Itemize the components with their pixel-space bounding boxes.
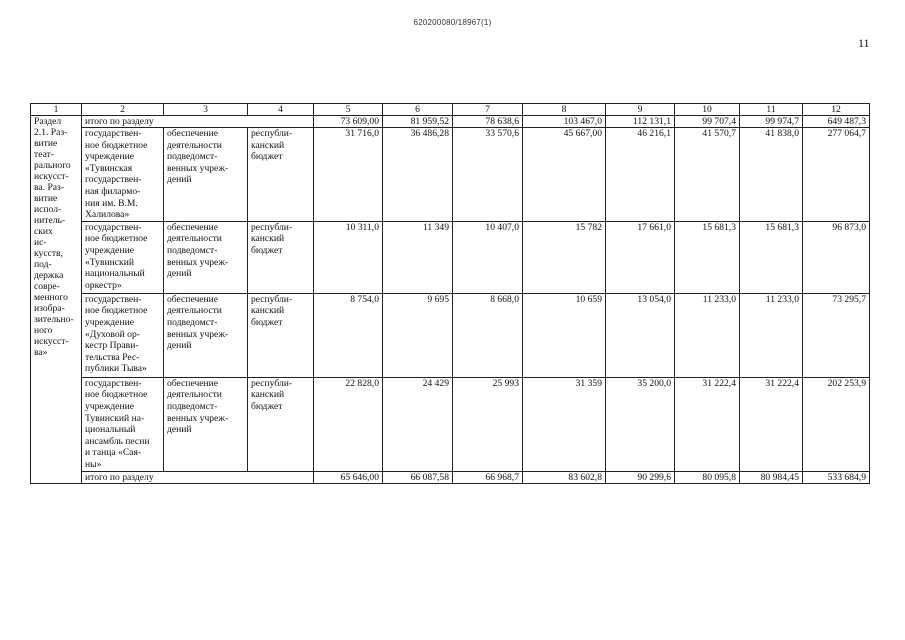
text-line: бюджет [251,400,283,412]
purpose-cell [164,128,248,222]
text-line: обеспечение [167,293,219,305]
institution-cell [82,128,164,222]
text-line: оркестр» [85,279,122,291]
total-value: 81 959,52 [383,116,453,128]
text-line: республи- [251,377,293,389]
value-cell: 22 828,0 [314,377,383,471]
text-line: обеспечение [167,128,219,139]
text-line: государствен- [85,128,142,139]
text-line: нитель- [34,215,66,226]
value-cell: 31 222,4 [740,377,803,471]
value-cell: 10 311,0 [314,221,383,293]
text-line: национальный [85,268,145,280]
text-line: государствен- [85,293,142,305]
institution-cell [82,221,164,293]
value-cell: 41 570,7 [675,128,740,222]
institution-cell [82,377,164,471]
text-line: подведомст- [167,316,218,328]
total-value: 99 974,7 [740,116,803,128]
purpose-cell [164,221,248,293]
text-line: ная филармо- [85,185,141,197]
text-line: канский [251,389,285,401]
total-value: 80 095,8 [675,471,740,483]
text-line: ное бюджетное [85,305,148,317]
text-line: ное бюджетное [85,139,148,151]
value-cell: 46 216,1 [606,128,675,222]
table-row [31,377,870,471]
text-line: венных учреж- [167,412,229,424]
text-line: подведомст- [167,244,218,256]
text-line: республи- [251,221,293,233]
value-cell: 24 429 [383,377,453,471]
total-value: 90 299,6 [606,471,675,483]
value-cell: 31 359 [523,377,606,471]
text-line: деятельности [167,389,222,401]
text-line: Тувинский на- [85,412,145,424]
section-label [34,116,78,358]
value-cell: 10 659 [523,293,606,377]
value-cell: 36 486,28 [383,128,453,222]
text-line: ис- [34,237,47,248]
text-line: «Тувинский [85,256,134,268]
text-line: искусст- [34,336,69,347]
text-line: венных учреж- [167,328,229,340]
text-line: под- [34,259,52,270]
value-cell: 10 407,0 [453,221,523,293]
budget-table [30,103,870,484]
text-line: ное бюджетное [85,233,148,245]
text-line: ное бюджетное [85,389,148,401]
text-line: обеспечение [167,377,219,389]
section-label-cell [31,116,82,484]
purpose-cell [164,293,248,377]
text-line: Халилова» [85,209,130,221]
value-cell: 8 668,0 [453,293,523,377]
column-number-row [31,104,870,116]
text-line: дений [167,268,192,280]
text-line: бюджет [251,244,283,256]
value-cell: 17 661,0 [606,221,675,293]
text-line: ного [34,325,53,336]
text-line: учреждение [85,316,134,328]
text-line: государствен- [85,221,142,233]
institution-cell [82,293,164,377]
text-line: деятельности [167,139,222,151]
funding-source-cell [248,221,314,293]
value-cell: 9 695 [383,293,453,377]
total-value: 66 968,7 [453,471,523,483]
section-total-row [31,471,870,483]
value-cell: 11 233,0 [740,293,803,377]
text-line: деятельности [167,233,222,245]
text-line: дений [167,424,192,436]
total-label: итого по разделу [82,116,314,128]
text-line: теат- [34,149,54,160]
text-line: дений [167,340,192,352]
value-cell: 96 873,0 [803,221,870,293]
text-line: ва. Раз- [34,182,65,193]
total-value: 73 609,00 [314,116,383,128]
funding-source-cell [248,128,314,222]
text-line: «Тувинская [85,162,133,174]
text-line: кестр Прави- [85,340,139,352]
table-row [31,128,870,222]
text-line: «Духовой ор- [85,328,140,340]
text-line: ва» [34,347,48,358]
header-cell: 4 [248,104,314,116]
total-value: 99 707,4 [675,116,740,128]
text-line: дений [167,174,192,186]
text-line: ния им. В.М. [85,197,138,209]
value-cell: 15 782 [523,221,606,293]
text-line: венных учреж- [167,162,229,174]
text-line: бюджет [251,151,283,163]
funding-source-cell [248,293,314,377]
text-line: циональный [85,424,136,436]
value-cell: 31 222,4 [675,377,740,471]
text-line: тельства Рес- [85,351,140,363]
value-cell: 277 064,7 [803,128,870,222]
header-cell: 6 [383,104,453,116]
total-value: 103 467,0 [523,116,606,128]
text-line: венных учреж- [167,256,229,268]
total-value: 78 638,6 [453,116,523,128]
text-line: подведомст- [167,400,218,412]
header-cell: 8 [523,104,606,116]
value-cell: 31 716,0 [314,128,383,222]
header-cell: 12 [803,104,870,116]
text-line: рального [34,160,71,171]
text-line: учреждение [85,151,134,163]
value-cell: 15 681,3 [740,221,803,293]
text-line: учреждение [85,400,134,412]
header-cell: 3 [164,104,248,116]
value-cell: 25 993 [453,377,523,471]
page-number: 11 [858,36,870,50]
text-line: совре- [34,281,60,292]
header-cell: 11 [740,104,803,116]
section-total-row [31,116,870,128]
text-line: канский [251,305,285,317]
total-value: 66 087,58 [383,471,453,483]
text-line: публики Тыва» [85,363,147,375]
value-cell: 13 054,0 [606,293,675,377]
total-value: 80 984,45 [740,471,803,483]
document-id: 620200080/18967(1) [413,18,492,27]
text-line: зительно- [34,314,74,325]
header-cell: 1 [31,104,82,116]
header-cell: 5 [314,104,383,116]
text-line: изобра- [34,303,65,314]
text-line: подведомст- [167,151,218,163]
text-line: и танца «Сая- [85,447,142,459]
value-cell: 41 838,0 [740,128,803,222]
value-cell: 202 253,9 [803,377,870,471]
text-line: испол- [34,204,62,215]
text-line: канский [251,139,285,151]
text-line: держка [34,270,64,281]
text-line: Раздел [34,116,62,127]
value-cell: 11 349 [383,221,453,293]
purpose-cell [164,377,248,471]
text-line: витие [34,193,58,204]
text-line: республи- [251,293,293,305]
text-line: государствен- [85,174,142,186]
value-cell: 11 233,0 [675,293,740,377]
total-value: 649 487,3 [803,116,870,128]
table-row [31,293,870,377]
text-line: ны» [85,458,102,470]
table-row [31,221,870,293]
text-line: менного [34,292,68,303]
value-cell: 45 667,00 [523,128,606,222]
header-cell: 10 [675,104,740,116]
text-line: учреждение [85,244,134,256]
header-cell: 7 [453,104,523,116]
value-cell: 15 681,3 [675,221,740,293]
text-line: обеспечение [167,221,219,233]
header-cell: 9 [606,104,675,116]
text-line: ансамбль песни [85,435,150,447]
text-line: 2.1. Раз- [34,127,68,138]
value-cell: 73 295,7 [803,293,870,377]
text-line: государствен- [85,377,142,389]
value-cell: 8 754,0 [314,293,383,377]
total-value: 112 131,1 [606,116,675,128]
text-line: ских [34,226,53,237]
total-value: 533 684,9 [803,471,870,483]
value-cell: 35 200,0 [606,377,675,471]
value-cell: 33 570,6 [453,128,523,222]
funding-source-cell [248,377,314,471]
header-cell: 2 [82,104,164,116]
total-label: итого по разделу [82,471,314,483]
text-line: бюджет [251,316,283,328]
total-value: 83 602,8 [523,471,606,483]
text-line: деятельности [167,305,222,317]
total-value: 65 646,00 [314,471,383,483]
text-line: республи- [251,128,293,139]
text-line: искусст- [34,171,69,182]
text-line: витие [34,138,58,149]
text-line: кусств, [34,248,63,259]
text-line: канский [251,233,285,245]
